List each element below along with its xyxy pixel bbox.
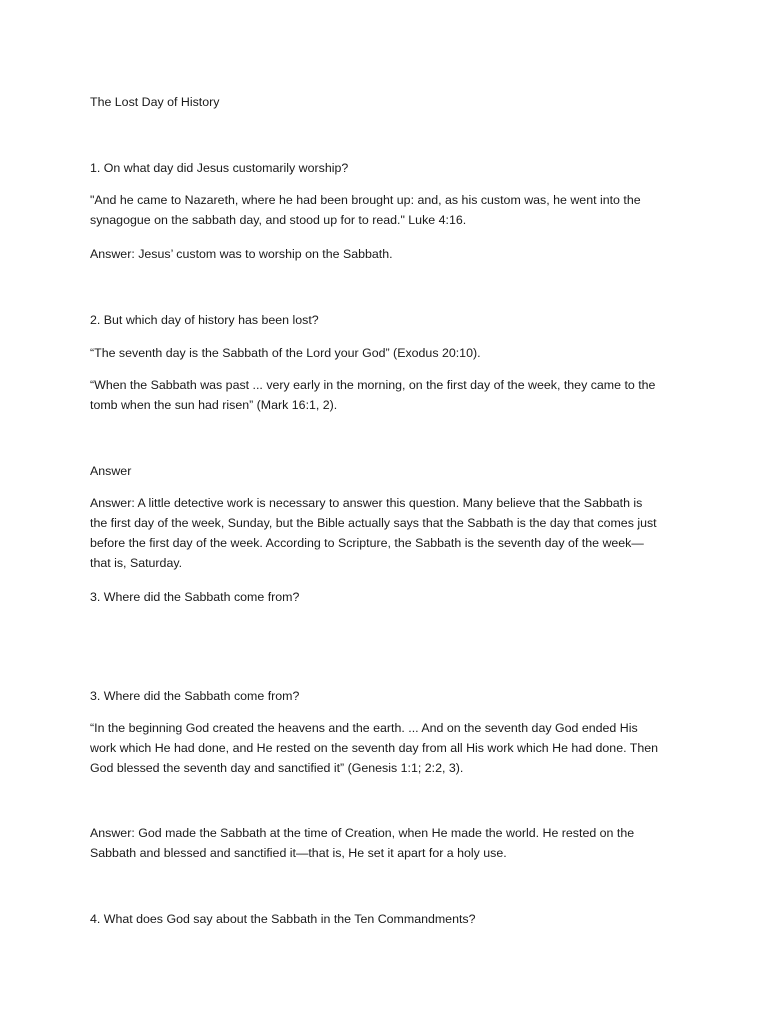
question-4: 4. What does God say about the Sabbath in the Ten Commandments?: [90, 912, 476, 926]
question-1: 1. On what day did Jesus customarily worship?: [90, 161, 349, 175]
quote-line: work which He had done, and He rested on the seventh day from all His work which He had done. Then: [90, 741, 658, 755]
question-2-answer-label: Answer: [90, 464, 132, 478]
answer-line: Sabbath and blessed and sanctified it—that is, He set it apart for a holy use.: [90, 846, 507, 860]
answer-line: before the first day of the week. According to Scripture, the Sabbath is the seventh day of the week—: [90, 536, 644, 550]
document-title: The Lost Day of History: [90, 95, 220, 109]
question-2: 2. But which day of history has been lost?: [90, 313, 319, 327]
question-3-first: 3. Where did the Sabbath come from?: [90, 590, 300, 604]
question-2-quote-1: “The seventh day is the Sabbath of the Lord your God” (Exodus 20:10).: [90, 346, 481, 360]
answer-line: Answer: God made the Sabbath at the time of Creation, when He made the world. He rested on the: [90, 826, 635, 840]
quote-line: “When the Sabbath was past ... very early in the morning, on the first day of the week, they came to the: [90, 378, 656, 392]
quote-line: tomb when the sun had risen” (Mark 16:1, 2).: [90, 398, 338, 412]
answer-line: Answer: A little detective work is necessary to answer this question. Many believe that the Sabbath is: [90, 496, 643, 510]
quote-line: “In the beginning God created the heavens and the earth. ... And on the seventh day God ended His: [90, 721, 638, 735]
question-2-quote-2: [90, 375, 680, 415]
question-2-answer: [90, 493, 680, 573]
quote-line: synagogue on the sabbath day, and stood up for to read." Luke 4:16.: [90, 213, 467, 227]
question-1-quote: [90, 190, 680, 230]
quote-line: God blessed the seventh day and sanctified it” (Genesis 1:1; 2:2, 3).: [90, 761, 464, 775]
question-1-answer: Answer: Jesus’ custom was to worship on the Sabbath.: [90, 247, 393, 261]
question-3: 3. Where did the Sabbath come from?: [90, 689, 300, 703]
question-3-quote: [90, 718, 680, 778]
answer-line: that is, Saturday.: [90, 556, 183, 570]
quote-line: "And he came to Nazareth, where he had been brought up: and, as his custom was, he went into the: [90, 193, 641, 207]
question-3-answer: [90, 823, 680, 863]
answer-line: the first day of the week, Sunday, but the Bible actually says that the Sabbath is the day that comes just: [90, 516, 657, 530]
